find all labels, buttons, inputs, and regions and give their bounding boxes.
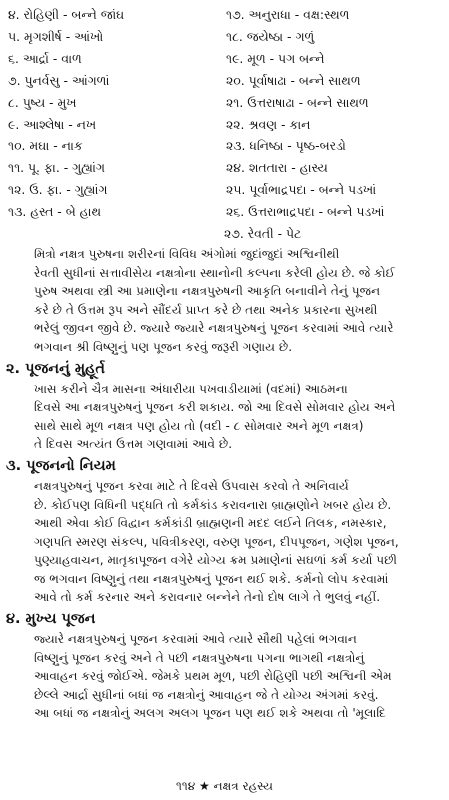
nakshatra-list-item: ૨૫. પૂર્વાભાદ્રપદા - બન્ને પડખાં [226,182,377,198]
text-line: ખાસ કરીને ચૈત્ર માસના અંધારીયા પખવાડીયામાં (વદમાં) આઠમના [34,381,348,396]
nakshatra-list-item: ૧૨. ઉ. ફા. - ગુહ્યાંગ [8,182,108,198]
section-paragraph [6,630,443,723]
text-line: ભગવાન શ્રી વિષ્ણુનું પણ પૂજન કરવું જરૂરી ગણાય છે. [34,339,293,354]
section-paragraph [6,380,443,454]
section-heading: ૪. મુખ્ય પૂજન [6,611,96,628]
text-line: છેલ્લે આર્દ્રા સુધીનાં બધાં જ નક્ષત્રોનું આવાહન જે તે યોગ્ય અંગમાં કરવું. [34,687,379,702]
text-line: ભરેલું જીવન જીવે છે. જ્યારે જ્યારે નક્ષત્રપુરુષનું પૂજન કરવામાં આવે ત્યારે [34,321,394,336]
nakshatra-list-item: ૨૦. પૂર્વાષાઢા - બન્ને સાથળ [226,72,361,88]
nakshatra-list-item: ૭. પુનર્વસુ - આંગળાં [8,72,110,88]
nakshatra-list-item: ૧૦. મઘા - નાક [8,138,83,154]
nakshatra-list-left [6,4,226,223]
text-line: દિવસે આ નક્ષત્રપુરુષનું પૂજન કરી શકાય. જો આ દિવસે સોમવાર હોય અને [34,400,396,415]
text-line: તે દિવસ અત્યંત ઉત્તમ ગણવામાં આવે છે. [34,437,233,452]
nakshatra-list-item: ૨૨. શ્રવણ - કાન [226,116,311,132]
nakshatra-list-item: ૨૪. શતતારા - હાસ્ય [226,160,328,176]
section-paragraph [6,477,443,607]
nakshatra-list-item: ૫. મૃગશીર્ષ - આંખો [8,28,104,44]
page-footer: ૧૧૪ ★ નક્ષત્ર રહસ્ય [176,779,273,793]
nakshatra-list-item: ૨૧. ઉત્તરાષાઢા - બન્ને સાથળ [226,94,369,110]
nakshatra-list-item: ૧૧. પૂ. ફા. - ગુહ્યાંગ [8,160,105,176]
text-line: પુરુષ અથવા સ્ત્રી આ પ્રમાણેના નક્ષત્રપુરુષની આકૃતિ બનાવીને તેનું પૂજન [34,284,381,299]
nakshatra-list-right [226,4,443,223]
nakshatra-list-item: ૧૭. અનુરાધા - વક્ષ:સ્થળ [226,7,350,22]
nakshatra-list-item: ૨૬. ઉત્તરાભાદ્રપદા - બન્ને પડખાં [226,204,385,220]
text-line: આ બધાં જ નક્ષત્રોનું અલગ અલગ પૂજન પણ થઈ શકે અથવા તો 'મૂલાદિ [34,706,386,721]
section-niyam [6,456,443,607]
section-muhurat [6,359,443,454]
text-line: રેવતી સુધીનાં સત્તાવીસેય નક્ષત્રોના સ્થાનોની કલ્પના કરેલી હોય છે. જે કોઈ [34,265,395,280]
text-line: જ ભગવાન વિષ્ણુનું તથા નક્ષત્રપુરુષનું પૂજન થઈ શકે. કર્મનો લોપ કરવામાં [34,571,389,586]
nakshatra-list-item: ૧૯. મૂળ - પગ બન્ને [226,50,325,66]
text-line: પુણ્યાહવાચન, માતૃકાપૂજન વગેરે યોગ્ય ક્રમ પ્રમાણેનાં સઘળાં કર્મ કર્યા પછી [34,553,397,568]
text-line: આવાહન કરવું જોઈએ. જેમકે પ્રથમ મૂળ, પછી રોહિણી પછી અશ્વિની એમ [34,669,392,684]
section-heading: ૩. પૂજનનો નિયમ [6,457,116,474]
text-line: આથી એવા કોઈ વિદ્વાન કર્મકાંડી બ્રાહ્મણની મદદ લઈને તિલક, નમસ્કાર, [34,516,387,531]
nakshatra-list-item: ૮. પુષ્ય - મુખ [8,94,77,110]
text-line: કરે છે તે ઉત્તમ રૂપ અને સૌંદર્ય પ્રાપ્ત કરે છે તથા અનેક પ્રકારના સુખથી [34,302,378,317]
nakshatra-list-item: ૪. રોહિણી - બન્ને જાંઘ [8,7,125,22]
nakshatra-list-item: ૬. આર્દ્રા - વાળ [8,50,82,66]
nakshatra-list-item: ૧૩. હસ્ત - બે હાથ [8,204,101,220]
text-line: નક્ષત્રપુરુષનું પૂજન કરવા માટે તે દિવસે ઉપવાસ કરવો તે અનિવાર્ય [34,478,349,493]
intro-paragraph [6,245,443,357]
text-line: છે. કોઈપણ વિધિની પદ્ધતિ તો કર્મકાંડ કરાવનારા બ્રાહ્મણોને ખબર હોય છે. [34,497,392,512]
nakshatra-list-item: ૧૮. જયેષ્ઠા - ગળું [226,28,315,44]
text-line: વિષ્ણુનું પૂજન કરવું અને તે પછી નક્ષત્રપુરુષના પગના ભાગથી નક્ષત્રોનું [34,650,365,665]
section-heading: ૨. પૂજનનું મુહૂર્ત [6,360,106,377]
text-line: આવે તો કર્મ કરનાર અને કરાવનાર બન્નેને તેનો દોષ લાગે તે ભુલવું નહીં. [34,590,381,605]
section-mukhya-pujan [6,609,443,723]
text-line: ગણપતિ સ્મરણ સંકલ્પ, પવિત્રીકરણ, વરુણ પૂજન, દીપપૂજન, ગણેશ પૂજન, [34,534,399,549]
text-line: જ્યારે નક્ષત્રપુરુષનું પૂજન કરવામાં આવે ત્યારે સૌથી પહેલાં ભગવાન [34,632,357,647]
nakshatra-list-item: ૨૭. રેવતી - પેટ [224,226,302,242]
text-line: સાથે સાથે મૂળ નક્ષત્ર પણ હોય તો (વદી - ૮ સોમવાર અને મૂળ નક્ષત્ર) [34,418,364,433]
nakshatra-body-map-list [6,4,443,223]
text-line: મિત્રો નક્ષત્ર પુરુષના શરીરનાં વિવિધ અંગોમાં જુદાંજુદાં અશ્વિનીથી [34,246,340,261]
nakshatra-list-item: ૯. આશ્લેષા - નખ [8,116,97,132]
nakshatra-list-item: ૨૩. ધનિષ્ઠા - પૃષ્ઠ-બરડો [226,138,346,154]
